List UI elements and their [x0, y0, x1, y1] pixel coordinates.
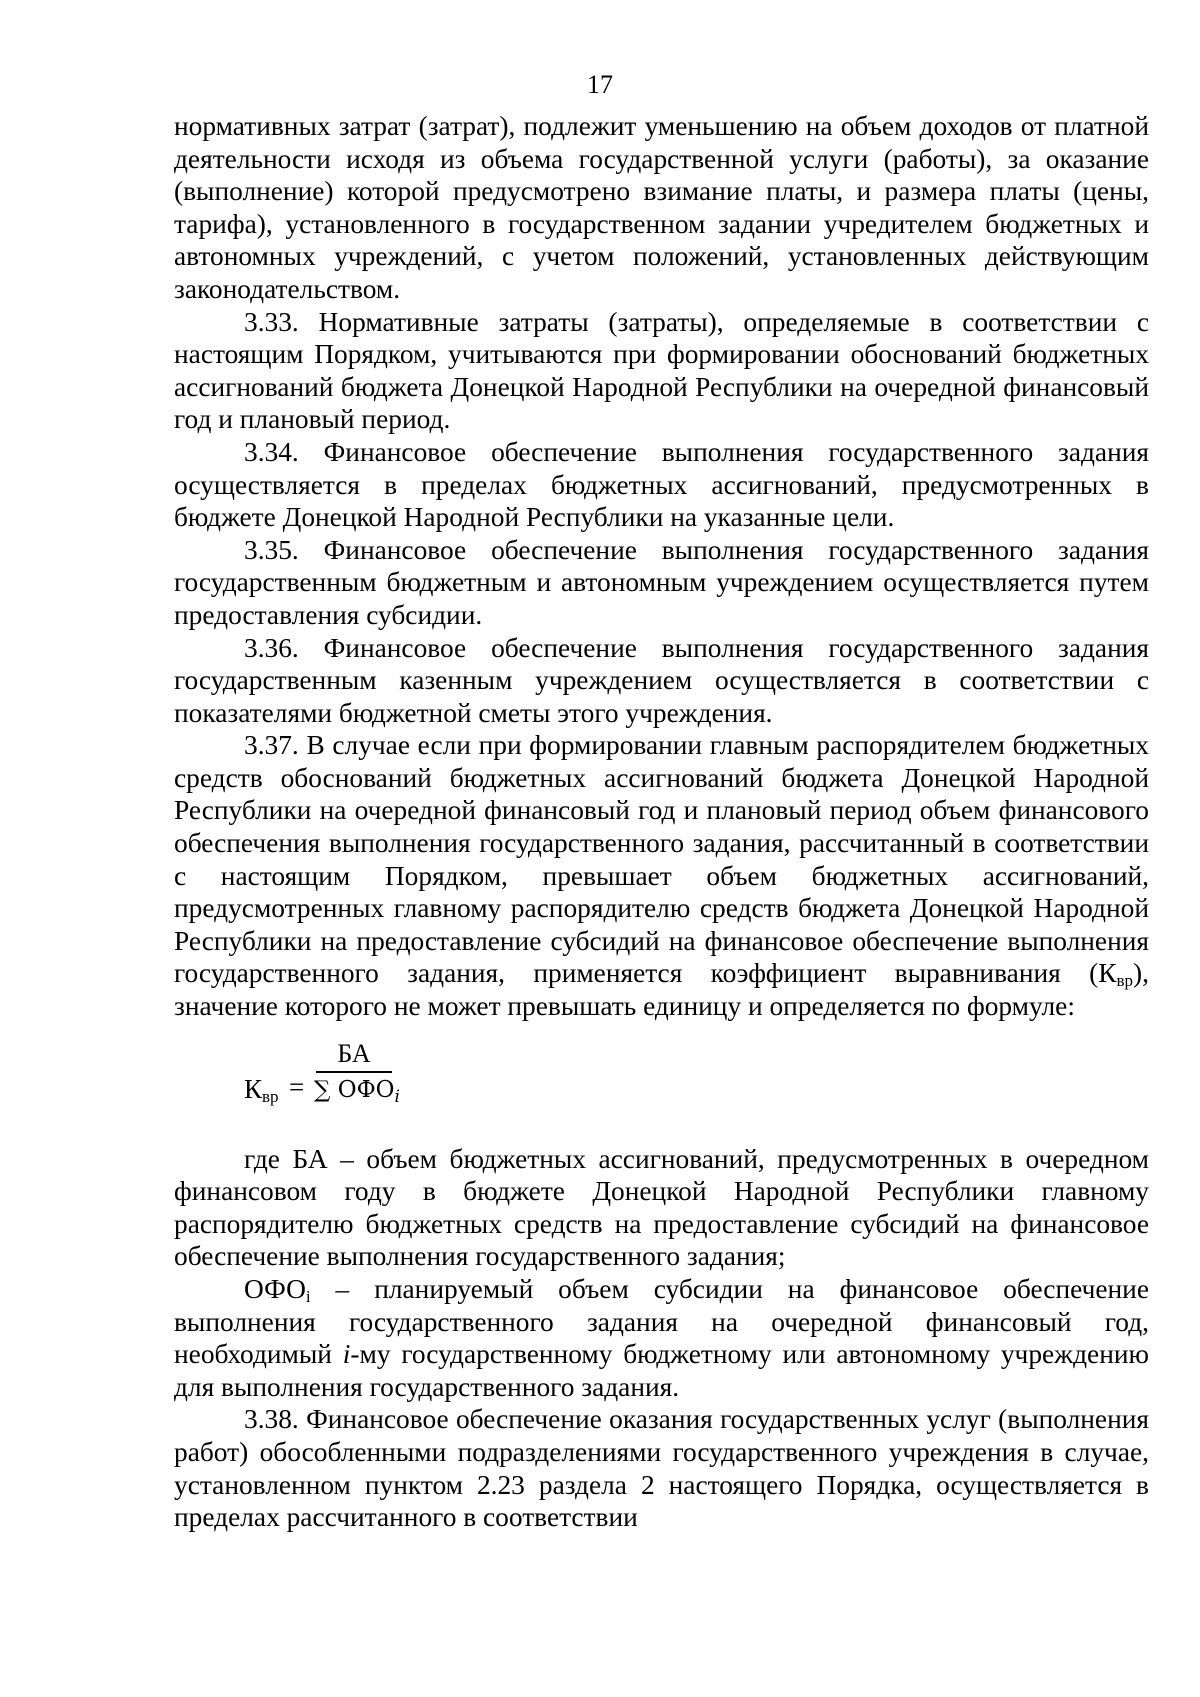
- index-variable: i: [342, 1339, 351, 1370]
- paragraph-text: – планируемый объем субсидии на финансовое обеспечение выполнения государственного задания на очередной финансовый год, необходимый: [174, 1274, 1149, 1370]
- formula-denominator-subscript: i: [394, 1086, 400, 1107]
- paragraph-text-tail: -му государственному бюджетному или автономному учреждению для выполнения государственного задания.: [174, 1339, 1149, 1402]
- paragraph-continuation: [174, 110, 1149, 306]
- paragraph-text: Финансовое обеспечение оказания государственных услуг (выполнения работ) обособленными подразделениями государственного учреждения в случае, установленном пунктом 2.23 раздела 2 настоящего Порядка, осуществляется в пределах рассчитанного в соответствии: [174, 1404, 1149, 1533]
- paragraph-3-33: [174, 306, 1149, 436]
- paragraph-text: Нормативные затраты (затраты), определяемые в соответствии с настоящим Порядком, учитываются при формировании обоснований бюджетных ассигнований бюджета Донецкой Народной Республики на очередной финансовый год и плановый период.: [174, 306, 1149, 435]
- formula-lhs-symbol: К: [244, 1073, 263, 1104]
- definition-ba: [174, 1143, 1149, 1273]
- formula-equals: =: [289, 1071, 305, 1102]
- clause-number: 3.38.: [244, 1404, 299, 1435]
- definition-term-subscript: i: [305, 1287, 311, 1306]
- formula-numerator: БА: [337, 1038, 371, 1068]
- paragraph-3-38: [174, 1403, 1149, 1533]
- page-number: 17: [587, 70, 613, 99]
- clause-number: 3.35.: [244, 534, 299, 565]
- formula-fraction: [314, 1037, 400, 1107]
- paragraph-text: В случае если при формировании главным распорядителем бюджетных средств обоснований бюджетных ассигнований бюджета Донецкой Народной Республики на очередной финансовый год и плановый период объем финансового обеспечения выполнения государственного задания, рассчитанный в соответствии с настоящим Порядком, превышает объем бюджетных ассигнований, предусмотренных главному распорядителю средств бюджета Донецкой Народной Республики на предоставление субсидий на финансовое обеспечение выполнения государственного задания, применяется коэффициент выравнивания (К: [174, 730, 1149, 989]
- paragraph-3-36: [174, 632, 1149, 730]
- paragraph-text: Финансовое обеспечение выполнения государственного задания осуществляется в пределах бюджетных ассигнований, предусмотренных в бюджете Донецкой Народной Республики на указанные цели.: [174, 436, 1149, 533]
- formula-denominator: [314, 1073, 400, 1107]
- clause-number: 3.33.: [244, 306, 299, 337]
- coefficient-subscript: вр: [1116, 971, 1134, 991]
- paragraph-3-37: [174, 729, 1149, 1022]
- paragraph-3-35: [174, 534, 1149, 632]
- paragraph-3-34: [174, 436, 1149, 534]
- definition-ofo: [174, 1273, 1149, 1403]
- clause-number: 3.36.: [244, 632, 299, 663]
- formula-lhs-subscript: вр: [262, 1086, 279, 1106]
- paragraph-text: Финансовое обеспечение выполнения государственного задания государственным бюджетным и автономным учреждением осуществляется путем предоставления субсидии.: [174, 534, 1149, 630]
- alignment-coefficient-formula: [174, 1023, 1149, 1143]
- paragraph-text-tail: ), значение которого не может превышать единицу и определяется по формуле:: [174, 958, 1149, 1022]
- clause-number: 3.37.: [244, 730, 299, 761]
- definition-term: ОФО: [244, 1274, 306, 1304]
- formula-denominator-text: ∑ ОФО: [314, 1076, 395, 1103]
- paragraph-text: где БА – объем бюджетных ассигнований, предусмотренных в очередном финансовом году в бюджете Донецкой Народной Республики главному распорядителю бюджетных средств на предоставление субсидий на финансовое обеспечение выполнения государственного задания;: [174, 1143, 1149, 1272]
- formula-lhs: [244, 1073, 279, 1106]
- paragraph-text: нормативных затрат (затрат), подлежит уменьшению на объем доходов от платной деятельности исходя из объема государственной услуги (работы), за оказание (выполнение) которой предусмотрено взимание платы, и размера платы (цены, тарифа), установленного в государственном задании учредителем бюджетных и автономных учреждений, с учетом положений, установленных действующим законодательством.: [174, 111, 1149, 304]
- document-body: [174, 110, 1149, 1534]
- clause-number: 3.34.: [244, 436, 299, 467]
- paragraph-text: Финансовое обеспечение выполнения государственного задания государственным казенным учреждением осуществляется в соответствии с показателями бюджетной сметы этого учреждения.: [174, 632, 1149, 728]
